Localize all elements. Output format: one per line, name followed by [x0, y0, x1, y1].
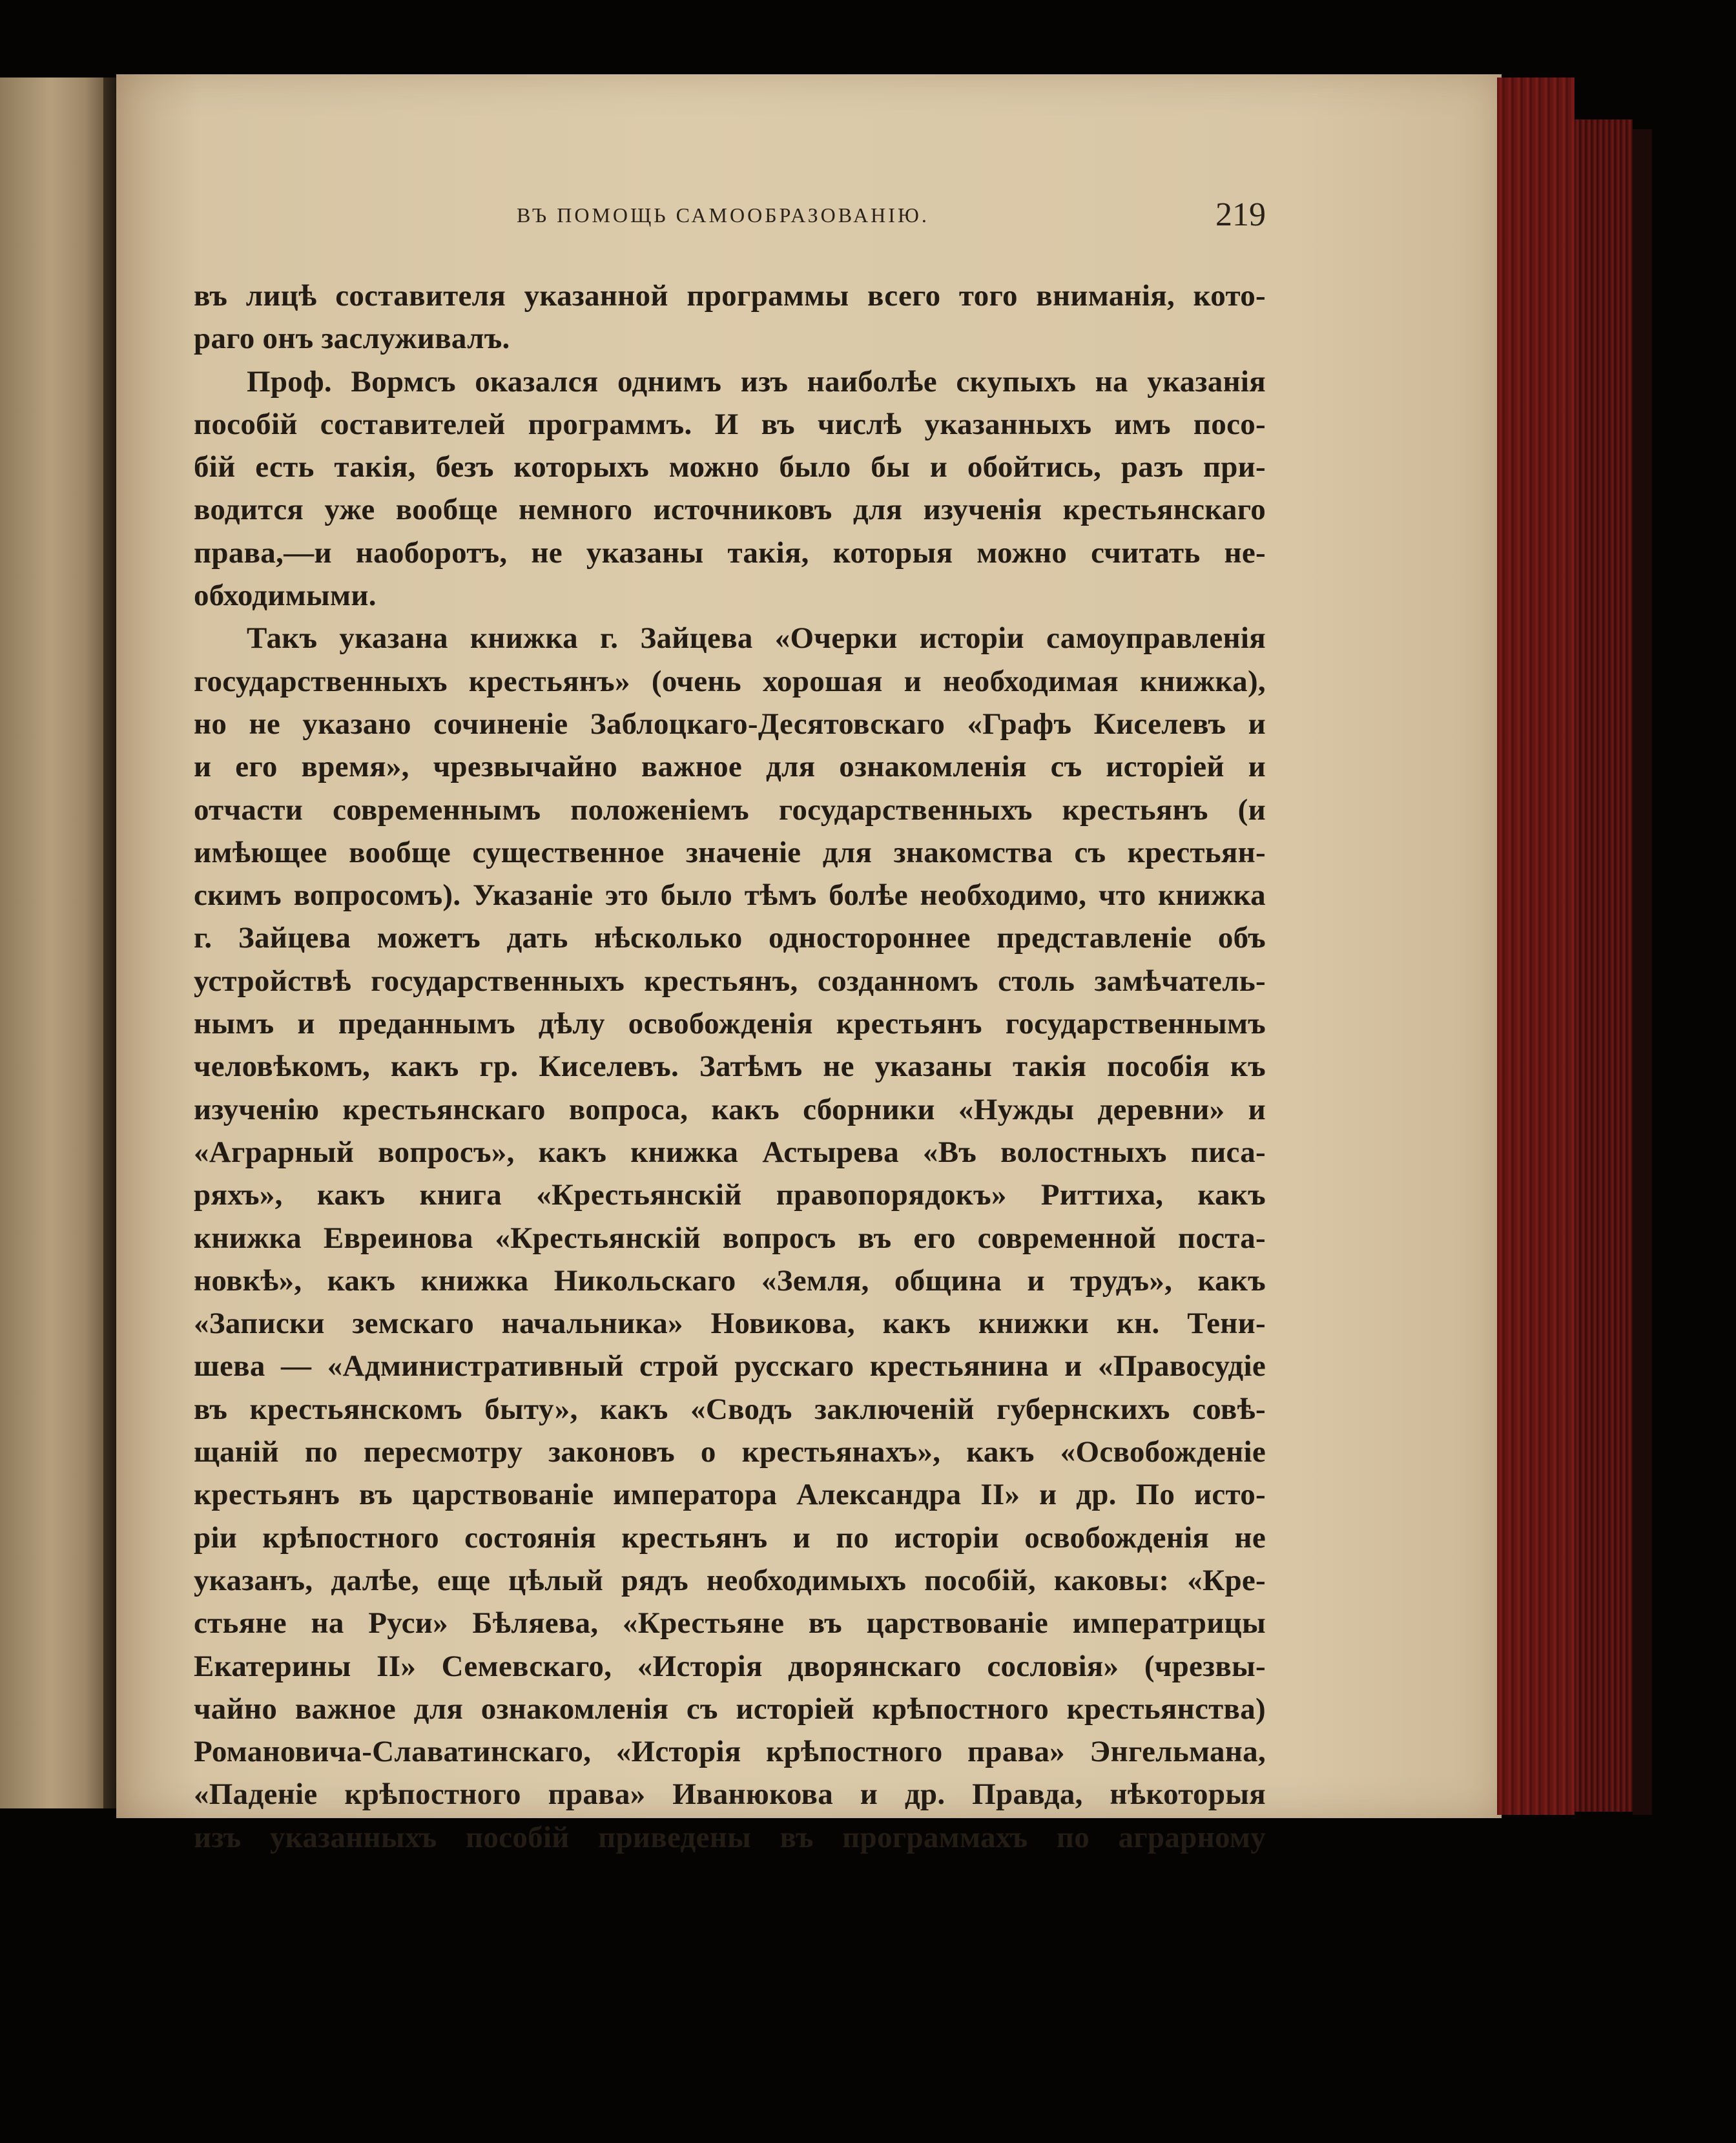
text-line: государственныхъ крестьянъ» (очень хорошая и необходимая книжка), [194, 664, 1266, 698]
text-line: ряхъ», какъ книга «Крестьянскій правопорядокъ» Риттиха, какъ [194, 1178, 1266, 1212]
book-spine-shadow [1633, 129, 1652, 1815]
text-line: ріи крѣпостного состоянія крестьянъ и по исторіи освобожденія не [194, 1520, 1266, 1555]
left-facing-page [0, 78, 113, 1808]
text-line: бій есть такія, безъ которыхъ можно было бы и обойтись, разъ при- [194, 450, 1266, 484]
text-line: нымъ и преданнымъ дѣлу освобожденія крестьянъ государственнымъ [194, 1007, 1266, 1041]
text-line: «Аграрный вопросъ», какъ книжка Астырева «Въ волостныхъ писа- [194, 1135, 1266, 1169]
text-line: и его время», чрезвычайно важное для ознакомленія съ исторіей и [194, 750, 1266, 784]
page-block-edge [1497, 78, 1575, 1815]
text-line: Такъ указана книжка г. Зайцева «Очерки исторіи самоуправленія [247, 621, 1266, 656]
text-line: имѣющее вообще существенное значеніе для знакомства съ крестьян- [194, 835, 1266, 869]
text-line: человѣкомъ, какъ гр. Киселевъ. Затѣмъ не указаны такія пособія къ [194, 1050, 1266, 1084]
text-line: въ крестьянскомъ быту», какъ «Сводъ заключеній губернскихъ совѣ- [194, 1392, 1266, 1426]
page-header [155, 196, 1266, 249]
page-number: 219 [1215, 196, 1266, 233]
text-line: крестьянъ въ царствованіе императора Александра II» и др. По исто- [194, 1478, 1266, 1512]
text-line: права,—и наоборотъ, не указаны такія, которыя можно считать не- [194, 535, 1266, 570]
text-line: чайно важное для ознакомленія съ исторіей крѣпостного крестьянства) [194, 1692, 1266, 1726]
text-line: отчасти современнымъ положеніемъ государственныхъ крестьянъ (и [194, 792, 1266, 827]
text-line: пособій составителей программъ. И въ числѣ указанныхъ имъ посо- [194, 407, 1266, 441]
text-line: изъ указанныхъ пособій приведены въ программахъ по аграрному [194, 1820, 1266, 1854]
text-line: но не указано сочиненіе Заблоцкаго-Десятовскаго «Графъ Киселевъ и [194, 707, 1266, 741]
text-line: «Паденіе крѣпостного права» Иванюкова и др. Правда, нѣкоторыя [194, 1777, 1266, 1812]
text-line: шева — «Административный строй русскаго крестьянина и «Правосудіе [194, 1349, 1266, 1383]
text-line: указанъ, далѣе, еще цѣлый рядъ необходимыхъ пособій, каковы: «Кре- [194, 1563, 1266, 1597]
text-line: скимъ вопросомъ). Указаніе это было тѣмъ болѣе необходимо, что книжка [194, 878, 1266, 913]
text-line: Проф. Вормсъ оказался однимъ изъ наиболѣе скупыхъ на указанія [247, 364, 1266, 399]
text-line: Романовича-Славатинскаго, «Исторія крѣпостного права» Энгельмана, [194, 1735, 1266, 1769]
text-line: Екатерины II» Семевскаго, «Исторія дворянскаго сословія» (чрезвы- [194, 1649, 1266, 1683]
text-line: обходимыми. [194, 579, 377, 613]
text-line: «Записки земскаго начальника» Новикова, какъ книжки кн. Тени- [194, 1307, 1266, 1341]
text-line: книжка Евреинова «Крестьянскій вопросъ въ его современной поста- [194, 1221, 1266, 1255]
text-line: въ лицѣ составителя указанной программы всего того вниманія, кото- [194, 279, 1266, 313]
text-line: щаній по пересмотру законовъ о крестьянахъ», какъ «Освобожденіе [194, 1435, 1266, 1469]
body-text [194, 274, 1266, 1859]
text-line: г. Зайцева можетъ дать нѣсколько одностороннее представленіе объ [194, 921, 1266, 955]
text-line: новкѣ», какъ книжка Никольскаго «Земля, община и трудъ», какъ [194, 1263, 1266, 1298]
book-cover-edge [1575, 119, 1633, 1812]
running-title: ВЪ ПОМОЩЬ САМООБРАЗОВАНІЮ. [517, 203, 929, 227]
text-line: стьяне на Руси» Бѣляева, «Крестьяне въ царствованіе императрицы [194, 1606, 1266, 1641]
text-line: устройствѣ государственныхъ крестьянъ, созданномъ столь замѣчатель- [194, 964, 1266, 998]
text-line: изученію крестьянскаго вопроса, какъ сборники «Нужды деревни» и [194, 1092, 1266, 1126]
text-line: раго онъ заслуживалъ. [194, 322, 510, 356]
text-line: водится уже вообще немного источниковъ для изученія крестьянскаго [194, 493, 1266, 527]
